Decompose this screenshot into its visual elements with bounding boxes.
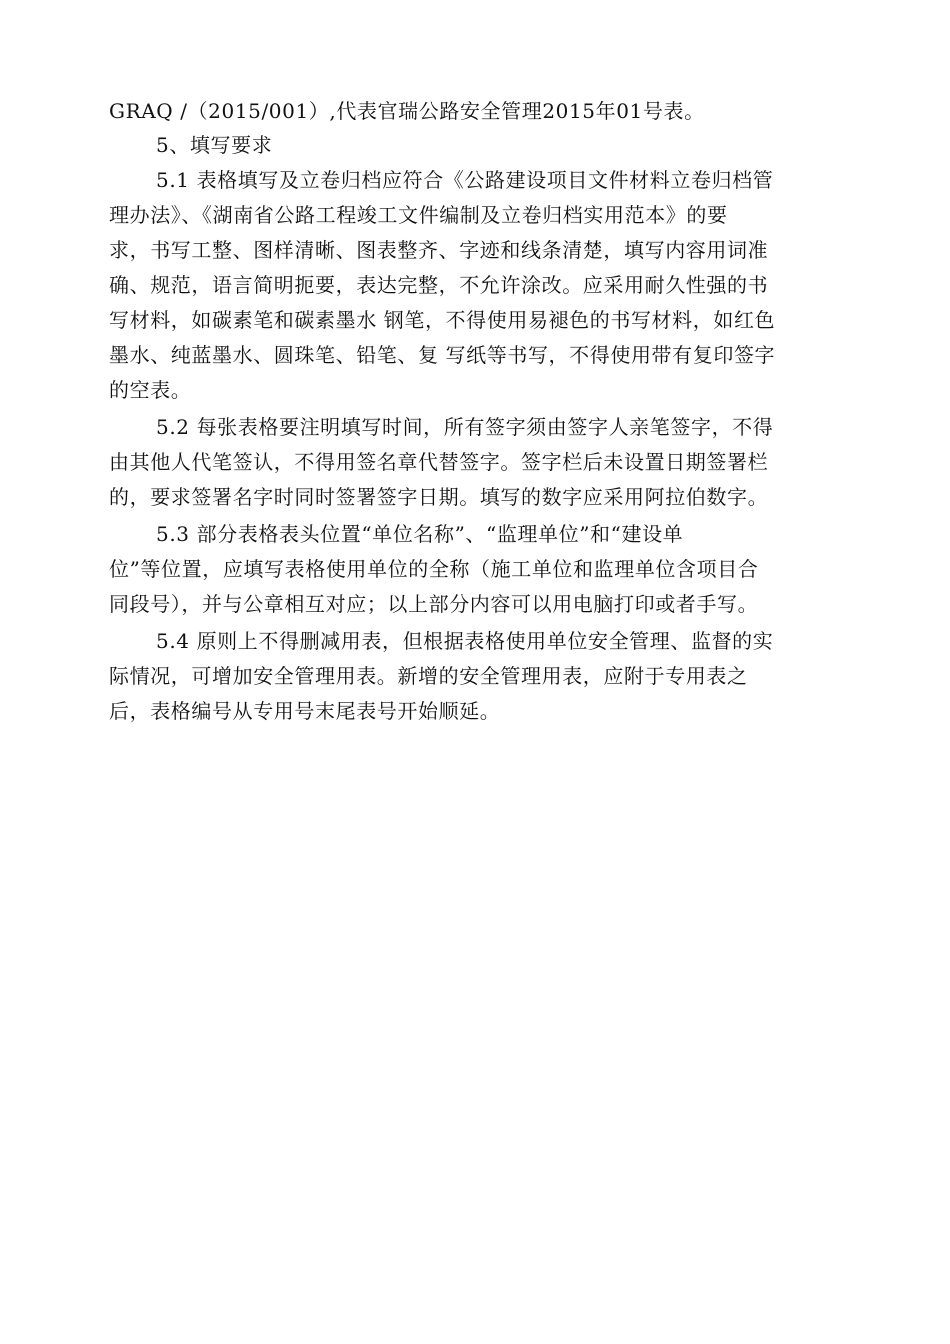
text-line: 求，书写工整、图样清晰、图表整齐、字迹和线条清楚，填写内容用词准 [109, 238, 769, 262]
text-line: 写材料，如碳素笔和碳素墨水 钢笔，不得使用易褪色的书写材料，如红色 [109, 308, 776, 332]
text-line: 墨水、纯蓝墨水、圆珠笔、铅笔、复 写纸等书写，不得使用带有复印签字 [109, 343, 776, 367]
text-line: 的，要求签署名字时同时签署签字日期。填写的数字应采用阿拉伯数字。 [109, 485, 769, 509]
text-line: 的空表。 [109, 378, 192, 402]
text-line: GRAQ /（2015/001）,代表官瑞公路安全管理2015年01号表。 [109, 99, 705, 123]
text-line: 5.4 原则上不得删减用表，但根据表格使用单位安全管理、监督的实 [156, 629, 774, 653]
section-heading: 5、填写要求 [156, 133, 273, 157]
text-line: 由其他人代笔签认，不得用签名章代替签字。签字栏后未设置日期签署栏 [109, 450, 769, 474]
text-line: 确、规范，语言简明扼要，表达完整，不允许涂改。应采用耐久性强的书 [109, 273, 769, 297]
text-line: 理办法》、《湖南省公路工程竣工文件编制及立卷归档实用范本》的要 [109, 203, 728, 227]
text-line: 同段号），并与公章相互对应；以上部分内容可以用电脑打印或者手写。 [109, 592, 759, 616]
text-line: 位”等位置，应填写表格使用单位的全称（施工单位和监理单位含项目合 [109, 557, 759, 581]
text-line: 5.2 每张表格要注明填写时间，所有签字须由签字人亲笔签字，不得 [156, 415, 774, 439]
text-line: 后，表格编号从专用号末尾表号开始顺延。 [109, 699, 501, 723]
text-line: 5.3 部分表格表头位置“单位名称”、“监理单位”和“建设单 [156, 522, 684, 546]
text-line: 5.1 表格填写及立卷归档应符合《公路建设项目文件材料立卷归档管 [156, 168, 774, 192]
text-line: 际情况，可增加安全管理用表。新增的安全管理用表，应附于专用表之 [109, 664, 748, 688]
